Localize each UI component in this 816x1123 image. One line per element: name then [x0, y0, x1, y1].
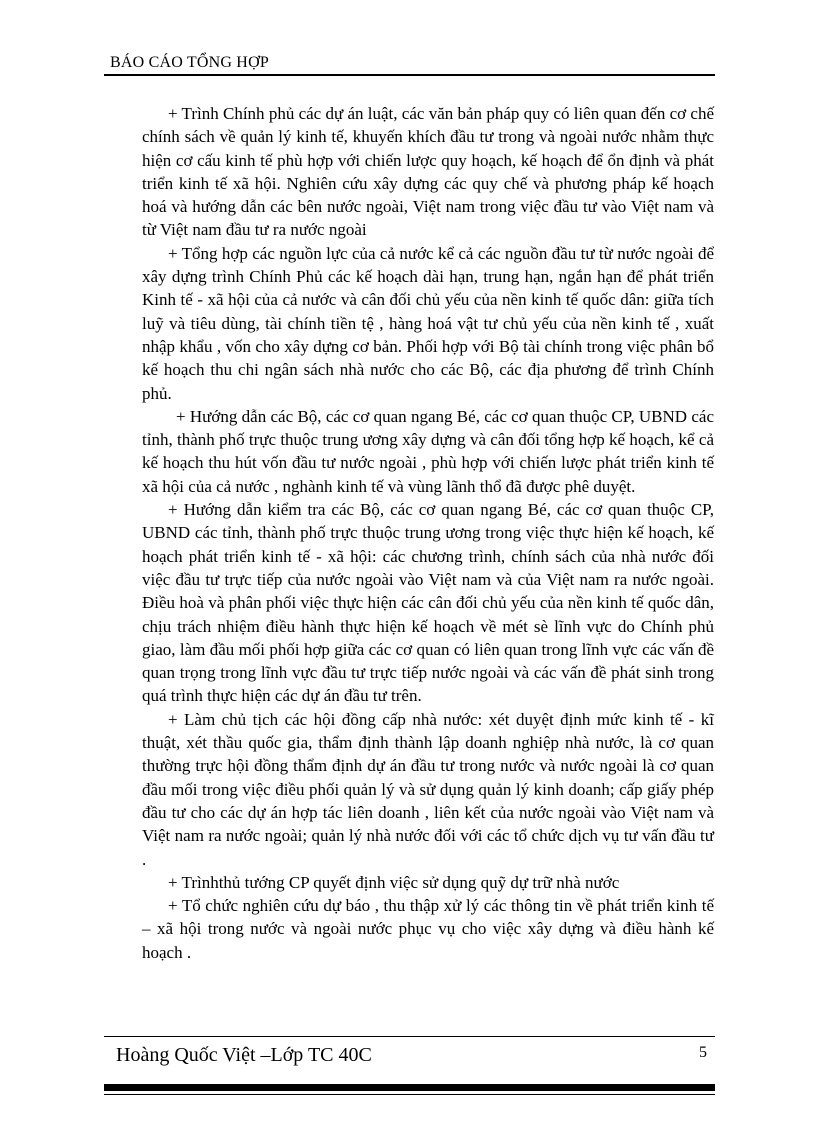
header-title: BÁO CÁO TỔNG HỢP: [110, 54, 269, 71]
paragraph: + Hướng dẫn kiểm tra các Bộ, các cơ quan ngang Bé, các cơ quan thuộc CP, UBND các tỉnh, thành phố trực thuộc trung ương trong việc thực hiện kế hoạch, kế hoạch phát triển kinh tế - xã hội: các chương trình, chính sách của nhà nước đối việc đầu tư trực tiếp của nước ngoài vào Việt nam và của Việt nam ra nước ngoài. Điều hoà và phân phối việc thực hiện các cân đối chủ yếu của nền kinh tế quốc dân, chịu trách nhiệm điều hành thực hiện kế hoạch về mét sè lĩnh vực do Chính phủ giao, làm đầu mối phối hợp giữa các cơ quan có liên quan trong lĩnh vực các vấn đề quan trọng trong lĩnh vực đầu tư trực tiếp nước ngoài và các vấn đề phát sinh trong quá trình thực hiện các dự án đầu tư trên.: [142, 500, 714, 706]
page-frame: [104, 48, 715, 1102]
paragraph: + Làm chủ tịch các hội đồng cấp nhà nước: xét duyệt định mức kinh tế - kĩ thuật, xét thầu quốc gia, thẩm định thành lập doanh nghiệp nhà nước, là cơ quan thường trực hội đồng thẩm định dự án đầu tư trong nước và nước ngoài là cơ quan đầu mối trong việc điều phối quản lý và sử dụng quản lý kinh doanh; cấp giấy phép đầu tư cho các dự án hợp tác liên doanh , liên kết của nước ngoài vào Việt nam và Việt nam ra nước ngoài; quản lý nhà nước đối với các tổ chức dịch vụ tư vấn đầu tư .: [142, 709, 714, 869]
footer-thin-rule: [104, 1094, 715, 1095]
header-rule: [104, 74, 715, 76]
footer-thick-rule: [104, 1084, 715, 1091]
document-body: [142, 102, 714, 964]
paragraph: + Tổng hợp các nguồn lực của cả nước kể cả các nguồn đầu tư từ nước ngoài để xây dựng trình Chính Phủ các kế hoạch dài hạn, trung hạn, ngắn hạn để phát triển Kinh tế - xã hội của cả nước và cân đối chủ yếu của nền kinh tế quốc dân: giữa tích luỹ và tiêu dùng, tài chính tiền tệ , hàng hoá vật tư chủ yếu của nền kinh tế , xuất nhập khẩu , vốn cho xây dựng cơ bản. Phối hợp với Bộ tài chính trong việc phân bổ kế hoạch thu chi ngân sách nhà nước cho các Bộ, các địa phương để trình Chính phủ.: [142, 243, 714, 403]
paragraph: + Hướng dẫn các Bộ, các cơ quan ngang Bé, các cơ quan thuộc CP, UBND các tỉnh, thành phố trực thuộc trung ương xây dựng và cân đối tổng hợp kế hoạch, kể cả kế hoạch thu hút vốn đầu tư nước ngoài , phù hợp với chiến lược phát triển kinh tế xã hội của cả nước , nghành kinh tế và vùng lãnh thổ đã được phê duyệt.: [142, 406, 714, 496]
footer-rule-top: [104, 1036, 715, 1037]
paragraph: + Trình Chính phủ các dự án luật, các văn bản pháp quy có liên quan đến cơ chế chính sách về quản lý kinh tế, khuyến khích đầu tư trong và ngoài nước nhằm thực hiện cơ cấu kinh tế phù hợp với chiến lược quy hoạch, kế hoạch để ổn định và phát triển kinh tế xã hội. Nghiên cứu xây dựng các quy chế và phương pháp kế hoạch hoá và hướng dẫn các bên nước ngoài, Việt nam trong việc đầu tư vào Việt nam và từ Việt nam đầu tư ra nước ngoài: [142, 104, 714, 240]
paragraph: + Tổ chức nghiên cứu dự báo , thu thập xử lý các thông tin về phát triển kinh tế – xã hội trong nước và ngoài nước phục vụ cho việc xây dựng và điều hành kế hoạch .: [142, 896, 714, 962]
page-number: 5: [699, 1044, 707, 1061]
paragraph: + Trìnhthủ tướng CP quyết định việc sử dụng quỹ dự trữ nhà nước: [168, 872, 620, 892]
footer-author: Hoàng Quốc Việt –Lớp TC 40C: [116, 1044, 372, 1066]
